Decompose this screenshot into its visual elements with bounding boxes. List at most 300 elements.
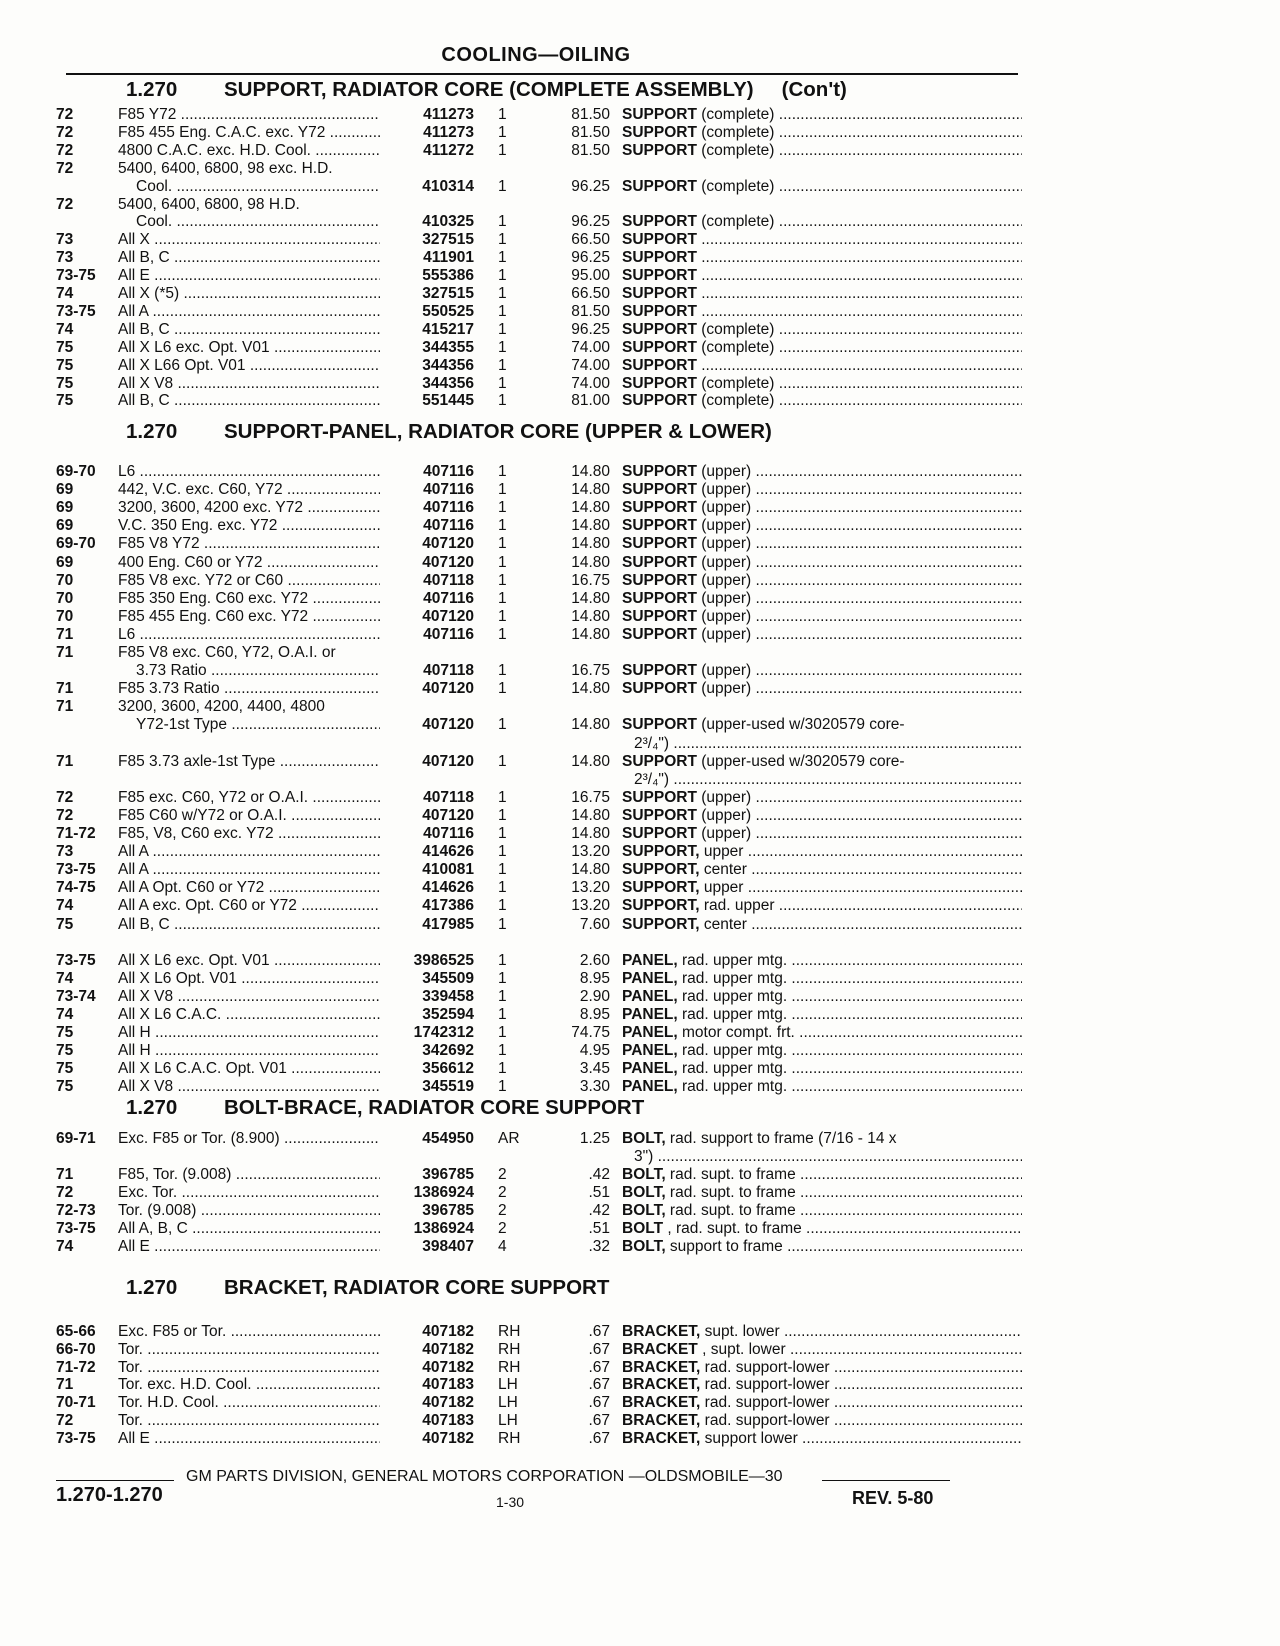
quantity: 1: [498, 625, 507, 643]
part-name: [622, 123, 1022, 142]
model-year: 73-75: [56, 302, 96, 320]
part-name: [622, 860, 1022, 879]
quantity: 1: [498, 1006, 507, 1023]
price: .51: [588, 1220, 610, 1237]
price: 14.80: [571, 806, 610, 824]
part-name-detail: rad. support-lower: [700, 1376, 830, 1394]
part-name-detail: , rad. supt. to frame: [663, 1220, 802, 1237]
application: All X L66 Opt. V01 .....: [118, 356, 380, 375]
quantity: 1: [498, 553, 507, 571]
part-number: 1742312: [413, 1024, 474, 1042]
model-year: 71-72: [56, 1358, 96, 1376]
part-name-detail: (complete): [696, 320, 775, 338]
application: F85 V8 exc. Y72 or C60 .....: [118, 571, 380, 590]
part-name-detail: rad. upper mtg.: [677, 1078, 788, 1096]
part-name-main: PANEL,: [622, 951, 678, 969]
table-row: [56, 212, 1021, 231]
application: All X L6 exc. Opt. V01 .....: [118, 951, 380, 970]
model-year: 75: [56, 915, 74, 933]
table-row: [56, 679, 1021, 698]
part-name-detail: rad. upper: [699, 897, 775, 915]
part-name: [622, 356, 1022, 375]
table-row: [56, 1059, 1021, 1078]
application: Tor. (9.008) .....: [118, 1201, 380, 1220]
application: All X L6 C.A.C. Opt. V01 .....: [118, 1059, 380, 1078]
part-name-detail: (complete): [696, 177, 775, 195]
quantity: 2: [498, 1184, 507, 1201]
part-name-main: SUPPORT,: [622, 915, 700, 933]
application: V.C. 350 Eng. exc. Y72 .....: [118, 516, 380, 535]
model-year: 71: [56, 752, 74, 770]
part-name-detail: (upper-used w/3020579 core-: [696, 752, 905, 770]
part-name: [622, 1201, 1022, 1220]
part-name: [622, 951, 1022, 970]
application: F85, V8, C60 exc. Y72 .....: [118, 824, 380, 843]
quantity: 1: [498, 374, 507, 392]
part-name-main: SUPPORT: [622, 231, 697, 249]
model-year: 75: [56, 1042, 74, 1060]
model-year: 69: [56, 499, 74, 517]
price: 3.30: [579, 1078, 610, 1096]
table-row: [56, 534, 1021, 553]
part-name-main: BOLT,: [622, 1166, 666, 1183]
model-year: 71: [56, 1166, 74, 1183]
part-name-main: SUPPORT: [622, 141, 697, 159]
model-year: 69: [56, 481, 74, 499]
quantity: 1: [498, 825, 507, 842]
price: 81.50: [571, 123, 610, 141]
section-heading: [126, 420, 772, 444]
part-number: 407182: [422, 1323, 474, 1340]
quantity: 1: [498, 716, 507, 734]
price: 81.50: [571, 141, 610, 159]
part-number: 396785: [422, 1166, 474, 1183]
price: 16.75: [571, 571, 610, 589]
model-year: 74: [56, 1006, 74, 1023]
part-name-main: SUPPORT: [622, 481, 697, 499]
application: All A .....: [118, 860, 380, 879]
quantity: 1: [498, 320, 507, 338]
part-number: 3986525: [413, 951, 474, 969]
application: Tor. H.D. Cool. .....: [118, 1393, 380, 1412]
part-number: 407183: [422, 1376, 474, 1394]
part-number: 407116: [423, 825, 474, 842]
part-number: 550525: [422, 302, 474, 320]
part-name-continued: 3") .....: [634, 1147, 1022, 1166]
part-name-detail: rad. upper mtg.: [677, 951, 788, 969]
part-name: [622, 752, 1022, 771]
model-year: 72: [56, 123, 74, 141]
part-name: [622, 1358, 1022, 1377]
part-name-main: BOLT,: [622, 1130, 666, 1147]
part-name: [622, 715, 1022, 734]
part-number: 339458: [422, 987, 474, 1005]
part-number: 410081: [422, 861, 474, 879]
price: 8.95: [579, 1006, 610, 1023]
part-name-main: BRACKET,: [622, 1323, 701, 1340]
price: 8.95: [579, 969, 610, 987]
part-name-main: SUPPORT: [622, 123, 697, 141]
section-title: BRACKET, RADIATOR CORE SUPPORT: [224, 1276, 610, 1299]
application: F85 455 Eng. C60 exc. Y72 .....: [118, 607, 380, 626]
part-name: [622, 516, 1022, 535]
price: 14.80: [571, 553, 610, 571]
table-row: [56, 230, 1021, 249]
model-year: 71: [56, 644, 74, 661]
table-row-name-wrap: [56, 770, 1021, 789]
part-name-detail: (complete): [696, 392, 775, 410]
price: 95.00: [571, 267, 610, 285]
price: 14.80: [571, 861, 610, 879]
table-row: [56, 177, 1021, 196]
price: 81.50: [571, 302, 610, 320]
price: 96.25: [571, 249, 610, 267]
table-row: [56, 105, 1021, 124]
table-row: [56, 1077, 1021, 1096]
catalog-page: [56, 0, 1016, 1646]
price: 14.80: [571, 625, 610, 643]
part-number: 411273: [423, 123, 474, 141]
quantity: AR: [498, 1130, 520, 1147]
table-row: [56, 860, 1021, 879]
part-name-main: SUPPORT,: [622, 897, 700, 915]
application: L6 .....: [118, 462, 380, 481]
part-number: 1386924: [413, 1184, 474, 1201]
part-name-detail: (upper): [696, 499, 752, 517]
table-row: [56, 896, 1021, 915]
price: 14.80: [571, 680, 610, 698]
part-name: [622, 534, 1022, 553]
price: .67: [588, 1340, 610, 1358]
table-row: [56, 462, 1021, 481]
table-row: [56, 1358, 1021, 1377]
quantity: 1: [498, 463, 507, 480]
part-number: 407120: [422, 607, 474, 625]
application: F85 3.73 Ratio .....: [118, 679, 380, 698]
price: 14.80: [571, 481, 610, 499]
application: 3200, 3600, 4200 exc. Y72 .....: [118, 498, 380, 517]
part-number: 407182: [422, 1358, 474, 1376]
part-name: [622, 1322, 1022, 1341]
price: 14.80: [571, 752, 610, 770]
part-name-main: SUPPORT: [622, 499, 697, 517]
part-name-main: PANEL,: [622, 987, 678, 1005]
table-row: [56, 589, 1021, 608]
table-row: [56, 969, 1021, 988]
quantity: 1: [498, 1078, 507, 1096]
part-number: 407120: [422, 680, 474, 698]
price: 16.75: [571, 662, 610, 680]
part-name: [622, 824, 1022, 843]
part-name-detail: rad. support-lower: [700, 1358, 830, 1376]
part-name-detail: support to frame: [665, 1238, 783, 1255]
model-year: 73-75: [56, 1429, 96, 1447]
table-row: [56, 1165, 1021, 1184]
part-name-detail: (upper): [696, 589, 752, 607]
application: All E .....: [118, 266, 380, 285]
part-name: [622, 462, 1022, 481]
part-name-main: SUPPORT: [622, 249, 697, 267]
part-number: 345509: [422, 969, 474, 987]
table-row: [56, 1183, 1021, 1202]
part-name-detail: rad. support-lower: [700, 1412, 830, 1429]
part-number: 407182: [422, 1429, 474, 1447]
part-name-detail: motor compt. frt.: [677, 1024, 795, 1042]
application: Exc. F85 or Tor. .....: [118, 1322, 380, 1341]
quantity: 1: [498, 231, 507, 249]
model-year: 65-66: [56, 1323, 96, 1340]
part-name-main: PANEL,: [622, 1060, 678, 1078]
part-name-main: SUPPORT: [622, 535, 697, 553]
table-row: [56, 878, 1021, 897]
part-name: [622, 679, 1022, 698]
part-name: [622, 248, 1022, 267]
quantity: 1: [498, 1042, 507, 1060]
part-name-main: SUPPORT: [622, 517, 697, 535]
quantity: 1: [498, 915, 507, 933]
table-row: [56, 661, 1021, 680]
application: F85, Tor. (9.008) .....: [118, 1165, 380, 1184]
price: .42: [588, 1202, 610, 1219]
application: 3200, 3600, 4200, 4400, 4800: [118, 698, 325, 716]
part-name: [622, 1219, 1022, 1238]
application: All B, C .....: [118, 248, 380, 267]
part-name: [622, 302, 1022, 321]
part-name-detail: (upper): [696, 825, 752, 842]
part-number: 407120: [422, 752, 474, 770]
table-row: [56, 915, 1021, 934]
part-name: [622, 806, 1022, 825]
model-year: 72: [56, 195, 74, 213]
part-name-main: SUPPORT: [622, 589, 697, 607]
application: All X V8 .....: [118, 1077, 380, 1096]
part-name-main: BOLT,: [622, 1238, 666, 1255]
model-year: 74: [56, 320, 74, 338]
price: 13.20: [571, 879, 610, 897]
quantity: RH: [498, 1323, 521, 1340]
header-rule: [66, 73, 1018, 75]
part-number: 551445: [422, 392, 474, 410]
quantity: 4: [498, 1238, 507, 1255]
part-name-main: SUPPORT: [622, 213, 697, 231]
part-name-continued: 2³/₄") .....: [634, 734, 1022, 753]
part-name-detail: (complete): [696, 123, 775, 141]
table-row: [56, 571, 1021, 590]
part-number: 454950: [422, 1130, 474, 1147]
table-row: [56, 1429, 1021, 1448]
part-name: [622, 625, 1022, 644]
continued-label: (Con't): [781, 78, 847, 101]
application: 5400, 6400, 6800, 98 H.D.: [118, 195, 300, 213]
quantity: LH: [498, 1376, 518, 1394]
part-name-main: SUPPORT: [622, 106, 697, 123]
part-number: 345519: [422, 1078, 474, 1096]
price: 74.00: [571, 338, 610, 356]
part-name: [622, 141, 1022, 160]
model-year: 73: [56, 249, 74, 267]
part-name: [622, 878, 1022, 897]
part-name: [622, 842, 1022, 861]
part-number: 407182: [422, 1394, 474, 1412]
part-name: [622, 1375, 1022, 1394]
part-number: 417386: [422, 897, 474, 915]
model-year: 69: [56, 553, 74, 571]
application: Exc. F85 or Tor. (8.900) .....: [118, 1129, 380, 1148]
part-name-main: PANEL,: [622, 969, 678, 987]
price: 1.25: [579, 1130, 610, 1147]
quantity: 1: [498, 680, 507, 698]
part-name-main: SUPPORT: [622, 788, 697, 806]
part-number: 407118: [423, 662, 474, 680]
model-year: 73-74: [56, 987, 96, 1005]
quantity: 1: [498, 499, 507, 517]
model-year: 71: [56, 698, 74, 716]
part-name: [622, 1129, 1022, 1148]
part-number: 407120: [422, 535, 474, 553]
part-name-detail: (upper-used w/3020579 core-: [696, 716, 905, 734]
part-name-detail: (complete): [696, 338, 775, 356]
application: F85 350 Eng. C60 exc. Y72 .....: [118, 589, 380, 608]
quantity: 1: [498, 338, 507, 356]
part-number: 407120: [422, 553, 474, 571]
table-row: [56, 607, 1021, 626]
part-number: 407116: [423, 625, 474, 643]
application: Tor. exc. H.D. Cool. .....: [118, 1375, 380, 1394]
table-row: [56, 951, 1021, 970]
model-year: 75: [56, 392, 74, 410]
part-name-main: SUPPORT: [622, 374, 697, 392]
part-name-continued: 2³/₄") .....: [634, 770, 1022, 789]
table-row: [56, 123, 1021, 142]
table-row-desc-wrap: [56, 159, 1021, 178]
application: All X L6 C.A.C. .....: [118, 1005, 380, 1024]
part-name-detail: (upper): [696, 571, 752, 589]
model-year: 71: [56, 1376, 74, 1394]
application: All X .....: [118, 230, 380, 249]
price: .67: [588, 1376, 610, 1394]
footer-section-id: 1.270-1.270: [56, 1484, 163, 1506]
price: 14.80: [571, 535, 610, 553]
part-name-main: SUPPORT: [622, 356, 697, 374]
table-row: [56, 302, 1021, 321]
application-continued: Cool. .....: [136, 177, 380, 196]
table-row: [56, 516, 1021, 535]
footer-page-number: 1-30: [496, 1494, 525, 1510]
price: 14.80: [571, 589, 610, 607]
model-year: 73-75: [56, 861, 96, 879]
application: All X V8 .....: [118, 374, 380, 393]
price: 13.20: [571, 843, 610, 861]
part-name-detail: rad. upper mtg.: [677, 987, 788, 1005]
model-year: 72: [56, 788, 74, 806]
application: 4800 C.A.C. exc. H.D. Cool. .....: [118, 141, 380, 160]
table-row: [56, 788, 1021, 807]
quantity: 1: [498, 1060, 507, 1078]
section-heading: [126, 1276, 609, 1300]
application: All H .....: [118, 1041, 380, 1060]
part-name: [622, 553, 1022, 572]
part-name-main: BOLT,: [622, 1184, 666, 1201]
part-name: [622, 1077, 1022, 1096]
part-name-main: SUPPORT: [622, 625, 697, 643]
part-name: [622, 374, 1022, 393]
part-name-detail: rad. support-lower: [700, 1394, 830, 1412]
part-name: [622, 1183, 1022, 1202]
application: All H .....: [118, 1023, 380, 1042]
quantity: 1: [498, 571, 507, 589]
model-year: 75: [56, 1078, 74, 1096]
table-row: [56, 625, 1021, 644]
quantity: LH: [498, 1412, 518, 1429]
application: All A exc. Opt. C60 or Y72 .....: [118, 896, 380, 915]
part-number: 352594: [422, 1006, 474, 1023]
part-name: [622, 480, 1022, 499]
part-name-main: SUPPORT: [622, 463, 697, 480]
part-number: 407120: [422, 806, 474, 824]
price: .51: [588, 1184, 610, 1201]
model-year: 74: [56, 285, 74, 302]
table-row: [56, 1322, 1021, 1341]
part-number: 410325: [422, 213, 474, 231]
price: 81.00: [571, 392, 610, 410]
quantity: 1: [498, 141, 507, 159]
table-row: [56, 987, 1021, 1006]
model-year: 69: [56, 517, 74, 535]
part-name-detail: rad. upper mtg.: [677, 969, 788, 987]
application-continued: Cool. .....: [136, 212, 380, 231]
quantity: 1: [498, 1024, 507, 1042]
table-row: [56, 1129, 1021, 1148]
section-title: SUPPORT, RADIATOR CORE (COMPLETE ASSEMBLY): [224, 78, 754, 101]
model-year: 72-73: [56, 1202, 96, 1219]
price: 66.50: [571, 285, 610, 302]
part-name-main: SUPPORT: [622, 571, 697, 589]
part-name-main: SUPPORT: [622, 680, 697, 698]
part-number: 411273: [423, 106, 474, 123]
price: 16.75: [571, 788, 610, 806]
quantity: 1: [498, 806, 507, 824]
application: All A .....: [118, 842, 380, 861]
table-row: [56, 338, 1021, 357]
price: 4.95: [579, 1042, 610, 1060]
part-name-main: PANEL,: [622, 1006, 678, 1023]
part-number: 414626: [422, 879, 474, 897]
application: L6 .....: [118, 625, 380, 644]
part-name-main: BOLT: [622, 1220, 664, 1237]
part-number: 407116: [423, 463, 474, 480]
part-name: [622, 1340, 1022, 1359]
part-name-detail: (complete): [696, 213, 775, 231]
part-name-detail: center: [699, 915, 747, 933]
part-number: 407116: [423, 589, 474, 607]
application: All X L6 Opt. V01 .....: [118, 969, 380, 988]
application: Tor. .....: [118, 1340, 380, 1359]
part-name: [622, 284, 1022, 303]
part-name: [622, 915, 1022, 934]
section-heading: [126, 78, 847, 102]
part-name: [622, 266, 1022, 285]
application: F85 V8 Y72 .....: [118, 534, 380, 553]
price: .42: [588, 1166, 610, 1183]
section-number: 1.270: [126, 78, 178, 101]
quantity: 1: [498, 788, 507, 806]
part-number: 407116: [423, 481, 474, 499]
model-year: 70: [56, 571, 74, 589]
model-year: 74: [56, 897, 74, 915]
price: 96.25: [571, 213, 610, 231]
part-number: 407118: [423, 788, 474, 806]
table-row: [56, 1041, 1021, 1060]
